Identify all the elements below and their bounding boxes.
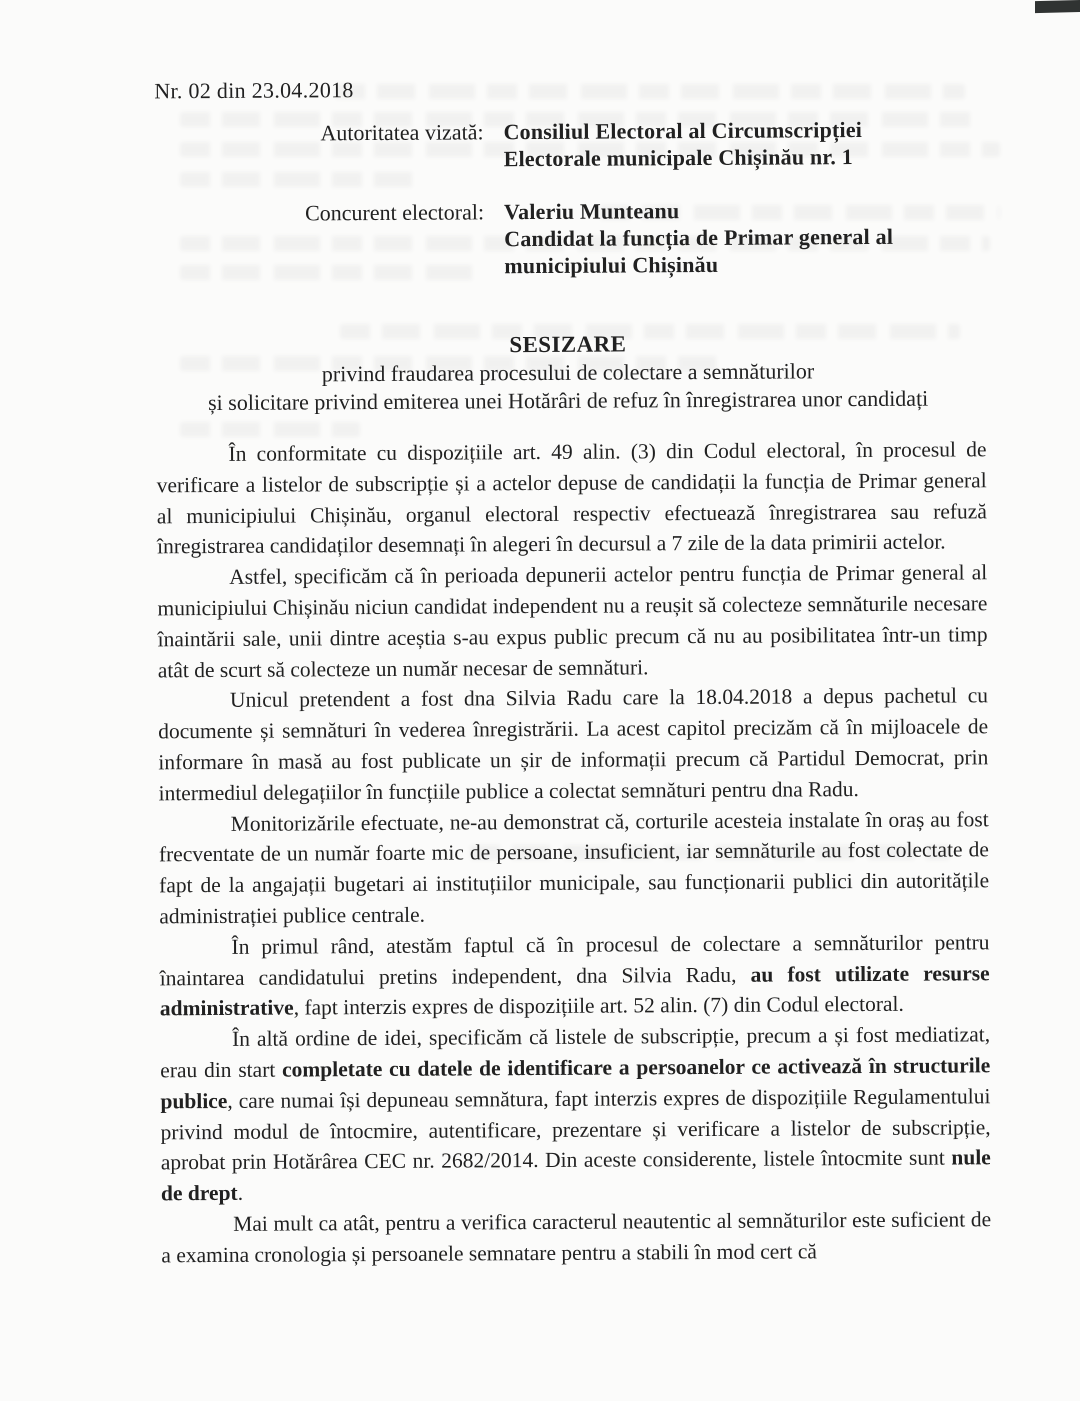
document-body: [156, 434, 991, 1271]
addressee-line: Electorale municipale Chișinău nr. 1: [503, 144, 854, 172]
header-block: [151, 115, 1002, 307]
contestant-line: municipiului Chișinău: [504, 251, 719, 279]
contestant-line: Valeriu Munteanu: [503, 198, 680, 225]
addressee-row: [151, 115, 1001, 174]
addressee-line: Consiliul Electoral al Circumscripției: [503, 117, 863, 145]
paragraph: Monitorizările efectuate, ne-au demonstrat că, corturile acesteia instalate în oraș au fost frecventate de un număr foarte mic de persoane, insuficient, iar semnăturile au fost colectate de fapt de la angajații bugetari ai instituțiilor municipale, sau funcționarii publici din autoritățile administrației publice centrale.: [158, 806, 990, 929]
contestant-row: [152, 195, 1002, 281]
document-subtitle-line-1: privind fraudarea procesului de colectare a semnăturilor: [321, 358, 815, 387]
reference-number: Nr. 02 din 23.04.2018: [154, 77, 354, 104]
contestant-line: Candidat la funcția de Primar general al: [504, 223, 894, 252]
paragraph: În primul rând, atestăm faptul că în procesul de colectare a semnăturilor pentru înaintarea candidatului pretins independent, dna Silvia Radu, au fost utilizate resurse administrative, fapt interzis expres de dispozițiile art. 52 alin. (7) din Codul electoral.: [159, 930, 990, 1021]
document-subtitle-line-2: și solicitare privind emiterea unei Hotărâri de refuz în înregistrarea unor candidați: [207, 385, 929, 415]
contestant-value: [504, 196, 893, 279]
document-title: SESIZARE: [509, 331, 627, 358]
contestant-label: Concurent electoral:: [304, 199, 485, 226]
paragraph: În conformitate cu dispozițiile art. 49 alin. (3) din Codul electoral, în procesul de verificare a listelor de subscripție și a actelor depuse de candidații la funcția de Primar general al municipiului Chișinău, organul electoral respectiv efectuează înregistrarea sau refuză înregistrarea candidaților desemnați în alegeri în decursul a 7 zile de la data primirii actelor.: [156, 437, 987, 559]
paragraph: Astfel, specificăm că în perioada depunerii actelor pentru funcția de Primar general al municipiului Chișinău niciun candidat independent nu a reușit să colecteze semnăturile necesare înaintării sale, unii dintre aceștia s-au expus public precum că nu au posibilitatea într-un timp atât de scurt să colecteze un număr necesar de semnături.: [157, 560, 988, 682]
paragraph: Unicul pretendent a fost dna Silvia Radu care la 18.04.2018 a depus pachetul cu documente și semnături în vederea înregistrării. La acest capitol precizăm că în mijloacele de informare în masă au fost publicate un șir de informații precum că Partidul Democrat, prin intermediul delegațiilor în funcțiile publice a colectat semnături pentru dna Radu.: [158, 683, 989, 806]
title-block: [148, 328, 988, 416]
paragraph: În altă ordine de idei, specificăm că listele de subscripție, precum a și fost mediatizat, erau din start completate cu datele de identificare a persoanelor ce activează în structurile publice, care numai își depuneau semnătura, fapt interzis expres de dispozițiile Regulamentului privind modul de întocmire, autentificare, prezentare și verificare a listelor de subscripție, aprobat prin Hotărârea CEC nr. 2682/2014. Din aceste considerente, listele întocmite sunt nule de drept.: [160, 1022, 991, 1206]
paragraph: Mai mult ca atât, pentru a verifica caracterul neautentic al semnăturilor este suficient de a examina cronologia și persoanele semnatare pentru a stabili în mod cert că: [161, 1207, 992, 1268]
addressee-value: [503, 116, 862, 172]
addressee-label: Autoritatea vizată:: [320, 119, 484, 146]
